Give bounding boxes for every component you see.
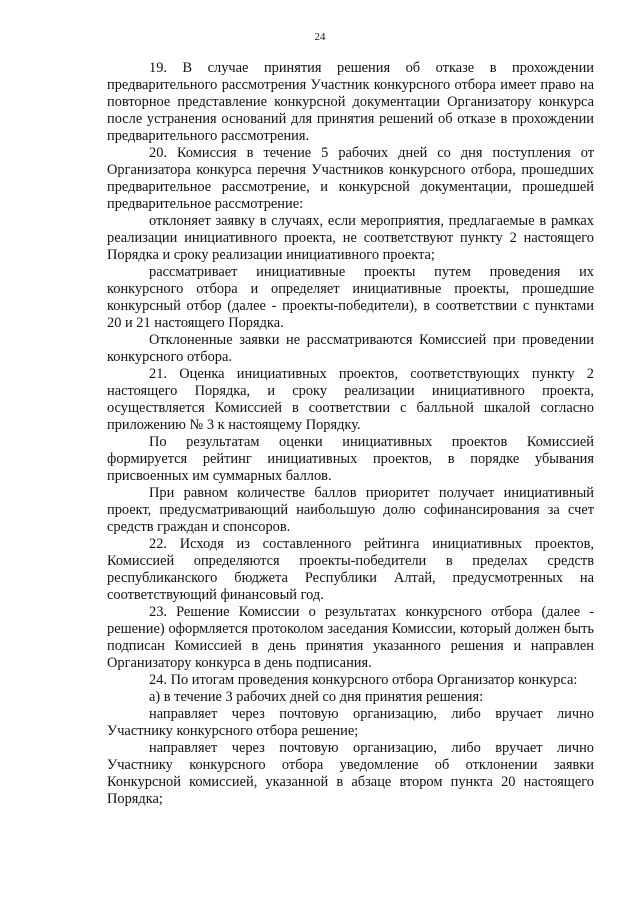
paragraph-24-a-send-notice: направляет через почтовую организацию, либо вручает лично Участнику конкурсного отбора уведомление об отклонении заявки Конкурсной комиссией, указанной в абзаце втором пункта 20 настоящего Порядка;	[107, 740, 594, 807]
paragraph-19: 19. В случае принятия решения об отказе в прохождении предварительного рассмотрения Участник конкурсного отбора имеет право на повторное представление конкурсной документации Организатору конкурса после устранения оснований для принятия решений об отказе в прохождении предварительного рассмотрения.	[107, 60, 594, 144]
paragraph-24: 24. По итогам проведения конкурсного отбора Организатор конкурса:	[149, 672, 578, 688]
paragraph-20: 20. Комиссия в течение 5 рабочих дней со дня поступления от Организатора конкурса перечня Участников конкурсного отбора, прошедших предварительное рассмотрение, и конкурсной документации, прошедшей предварительное рассмотрение:	[107, 145, 594, 212]
paragraph-20-reject: отклоняет заявку в случаях, если мероприятия, предлагаемые в рамках реализации инициативного проекта, не соответствуют пункту 2 настоящего Порядка и сроку реализации инициативного проекта;	[107, 213, 594, 263]
paragraph-21-priority: При равном количестве баллов приоритет получает инициативный проект, предусматривающий наибольшую долю софинансирования за счет средств граждан и спонсоров.	[107, 485, 594, 535]
paragraph-21-rating: По результатам оценки инициативных проектов Комиссией формируется рейтинг инициативных проектов, в порядке убывания присвоенных им суммарных баллов.	[107, 434, 594, 484]
page-number: 24	[314, 31, 326, 43]
paragraph-21: 21. Оценка инициативных проектов, соответствующих пункту 2 настоящего Порядка, и сроку реализации инициативного проекта, осуществляется Комиссией в соответствии с балльной шкалой согласно приложению № 3 к настоящему Порядку.	[107, 366, 594, 433]
paragraph-22: 22. Исходя из составленного рейтинга инициативных проектов, Комиссией определяются проекты-победители в пределах средств республиканского бюджета Республики Алтай, предусмотренных на соответствующий финансовый год.	[107, 536, 594, 603]
paragraph-23: 23. Решение Комиссии о результатах конкурсного отбора (далее - решение) оформляется протоколом заседания Комиссии, который должен быть подписан Комиссией в день принятия указанного решения и направлен Организатору конкурса в день подписания.	[107, 604, 594, 671]
paragraph-24-a-send-decision: направляет через почтовую организацию, либо вручает лично Участнику конкурсного отбора решение;	[107, 706, 594, 739]
paragraph-rejected-note: Отклоненные заявки не рассматриваются Комиссией при проведении конкурсного отбора.	[107, 332, 594, 365]
paragraph-24-a: а) в течение 3 рабочих дней со дня принятия решения:	[149, 689, 484, 705]
paragraph-20-review: рассматривает инициативные проекты путем проведения их конкурсного отбора и определяет инициативные проекты, прошедшие конкурсный отбор (далее - проекты-победители), в соответствии с пунктами 20 и 21 настоящего Порядка.	[107, 264, 594, 331]
document-body	[107, 60, 594, 808]
